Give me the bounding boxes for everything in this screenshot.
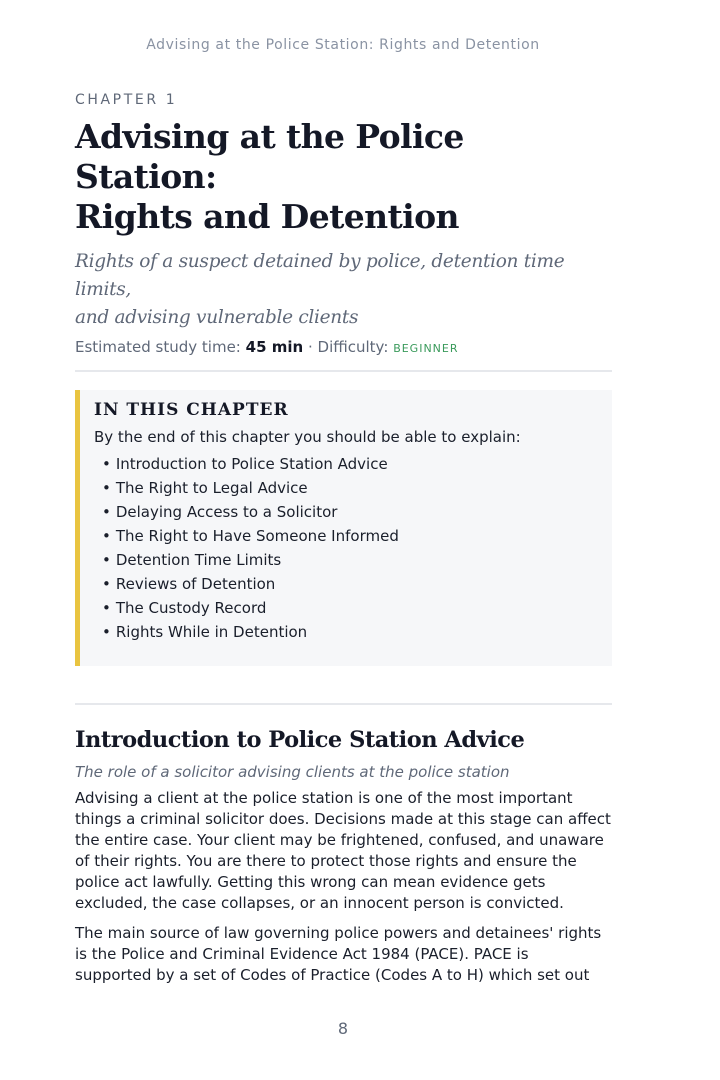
bullet-icon: • bbox=[102, 479, 111, 497]
study-time-value: 45 min bbox=[245, 338, 304, 356]
outline-item-label: The Right to Have Someone Informed bbox=[115, 527, 399, 545]
outline-item-label: The Custody Record bbox=[115, 599, 267, 617]
outline-item bbox=[102, 452, 596, 476]
chapter-meta bbox=[75, 336, 612, 360]
chapter-outline-box bbox=[75, 390, 612, 666]
outline-item bbox=[102, 620, 596, 644]
body-paragraph bbox=[75, 788, 612, 914]
bullet-icon: • bbox=[102, 575, 111, 593]
running-header: Advising at the Police Station: Rights and Detention bbox=[146, 37, 540, 53]
meta-separator: · bbox=[307, 338, 313, 356]
outline-item bbox=[102, 596, 596, 620]
difficulty-label: Difficulty: bbox=[317, 338, 389, 356]
chapter-subtitle bbox=[75, 248, 612, 332]
bullet-icon: • bbox=[102, 503, 111, 521]
outline-item-label: Detention Time Limits bbox=[115, 551, 282, 569]
paragraph-line: is the Police and Criminal Evidence Act 1984 (PACE). PACE is bbox=[75, 945, 529, 963]
chapter-title-line-2: Rights and Detention bbox=[75, 197, 459, 236]
outline-intro: By the end of this chapter you should be able to explain: bbox=[94, 428, 521, 446]
page-content bbox=[75, 92, 612, 986]
bullet-icon: • bbox=[102, 455, 111, 473]
body-paragraph bbox=[75, 923, 612, 986]
paragraph-line: supported by a set of Codes of Practice (Codes A to H) which set out bbox=[75, 966, 590, 984]
page-number: 8 bbox=[337, 1019, 349, 1038]
paragraph-line: The main source of law governing police powers and detainees' rights bbox=[75, 924, 602, 942]
chapter-subtitle-line-1: Rights of a suspect detained by police, detention time limits, bbox=[75, 251, 565, 300]
outline-item bbox=[102, 500, 596, 524]
study-time-label: Estimated study time: bbox=[75, 338, 241, 356]
chapter-subtitle-line-2: and advising vulnerable clients bbox=[75, 307, 359, 328]
outline-list bbox=[102, 452, 596, 644]
outline-item-label: Reviews of Detention bbox=[115, 575, 276, 593]
paragraph-line: excluded, the case collapses, or an innocent person is convicted. bbox=[75, 894, 564, 912]
paragraph-line: the entire case. Your client may be frightened, confused, and unaware bbox=[75, 831, 604, 849]
section-title: Introduction to Police Station Advice bbox=[75, 727, 525, 753]
chapter-title-line-1: Advising at the Police Station: bbox=[75, 117, 464, 196]
chapter-title bbox=[75, 117, 612, 237]
divider bbox=[75, 703, 612, 705]
outline-item bbox=[102, 476, 596, 500]
paragraph-line: Advising a client at the police station is one of the most important bbox=[75, 789, 573, 807]
bullet-icon: • bbox=[102, 551, 111, 569]
bullet-icon: • bbox=[102, 623, 111, 641]
outline-item bbox=[102, 524, 596, 548]
section-subtitle: The role of a solicitor advising clients at the police station bbox=[75, 763, 510, 781]
outline-item bbox=[102, 572, 596, 596]
outline-item-label: Introduction to Police Station Advice bbox=[115, 455, 388, 473]
paragraph-line: things a criminal solicitor does. Decisions made at this stage can affect bbox=[75, 810, 611, 828]
outline-item bbox=[102, 548, 596, 572]
paragraph-line: police act lawfully. Getting this wrong can mean evidence gets bbox=[75, 873, 546, 891]
outline-item-label: The Right to Legal Advice bbox=[115, 479, 308, 497]
outline-item-label: Rights While in Detention bbox=[115, 623, 308, 641]
paragraph-line: of their rights. You are there to protect those rights and ensure the bbox=[75, 852, 577, 870]
chapter-label: CHAPTER 1 bbox=[75, 92, 178, 108]
outline-heading: IN THIS CHAPTER bbox=[94, 400, 289, 420]
difficulty-badge: BEGINNER bbox=[393, 342, 459, 355]
outline-item-label: Delaying Access to a Solicitor bbox=[115, 503, 338, 521]
bullet-icon: • bbox=[102, 599, 111, 617]
bullet-icon: • bbox=[102, 527, 111, 545]
divider bbox=[75, 370, 612, 372]
